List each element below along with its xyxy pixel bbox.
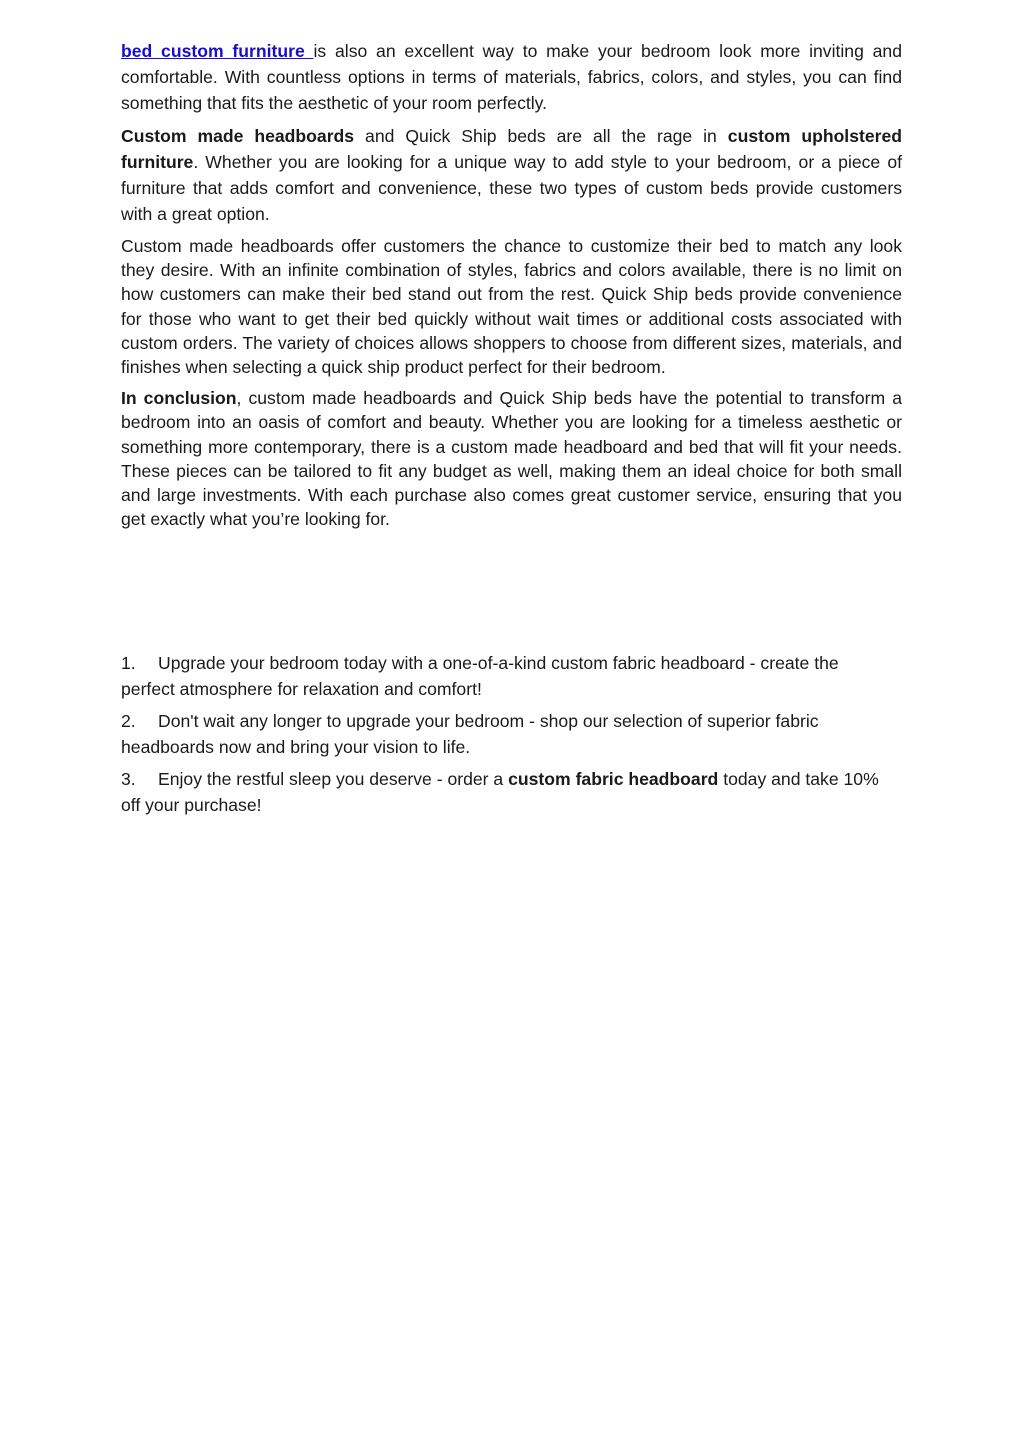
list-text-3a: Enjoy the restful sleep you deserve - order a (158, 769, 509, 789)
list-number-2: 2. (121, 711, 136, 731)
list-number-3: 3. (121, 769, 136, 789)
customize-paragraph: Custom made headboards offer customers the chance to customize their bed to match any look they desire. With an infinite combination of styles, fabrics and colors available, there is no limit on how customers can make their bed stand out from the rest. Quick Ship beds provide convenience for those who want to get their bed quickly without wait times or additional costs associated with custom orders. The variety of choices allows shoppers to choose from different sizes, materials, and finishes when selecting a quick ship product perfect for their bedroom. (121, 236, 902, 378)
bed-custom-furniture-link[interactable]: bed custom furniture (121, 41, 314, 61)
headboards-text-1: and Quick Ship beds are all the rage in (354, 126, 728, 146)
list-item-1 (121, 650, 881, 702)
headboards-text-2: . Whether you are looking for a unique way to add style to your bedroom, or a piece of furniture that adds comfort and convenience, these two types of custom beds provide customers with a great option. (121, 152, 902, 224)
headboards-paragraph (121, 123, 902, 227)
list-text-1: Upgrade your bedroom today with a one-of-a-kind custom fabric headboard - create the perfect atmosphere for relaxation and comfort! (121, 653, 839, 699)
custom-fabric-headboard-bold: custom fabric headboard (508, 769, 719, 789)
list-text-2: Don't wait any longer to upgrade your bedroom - shop our selection of superior fabric headboards now and bring your vision to life. (121, 711, 819, 757)
numbered-list (121, 650, 881, 824)
custom-made-headboards-bold: Custom made headboards (121, 126, 355, 146)
intro-paragraph (121, 38, 902, 116)
custom-upholstered-furniture-bold: custom upholstered furniture (121, 126, 903, 172)
list-item-2 (121, 708, 881, 760)
list-text-3b: today and take 10% off your purchase! (121, 769, 879, 815)
list-number-1: 1. (121, 653, 136, 673)
document-body (121, 38, 902, 538)
list-item-3 (121, 766, 881, 818)
intro-text: is also an excellent way to make your bedroom look more inviting and comfortable. With countless options in terms of materials, fabrics, colors, and styles, you can find something that fits the aesthetic of your room perfectly. (121, 41, 902, 113)
in-conclusion-bold: In conclusion (121, 388, 237, 409)
conclusion-text: , custom made headboards and Quick Ship beds have the potential to transform a bedroom into an oasis of comfort and beauty. Whether you are looking for a timeless aesthetic or something more contemporary, there is a custom made headboard and bed that will fit your needs. These pieces can be tailored to fit any budget as well, making them an ideal choice for both small and large investments. With each purchase also comes great customer service, ensuring that you get exactly what you’re looking for. (121, 388, 902, 530)
conclusion-paragraph (121, 386, 902, 531)
